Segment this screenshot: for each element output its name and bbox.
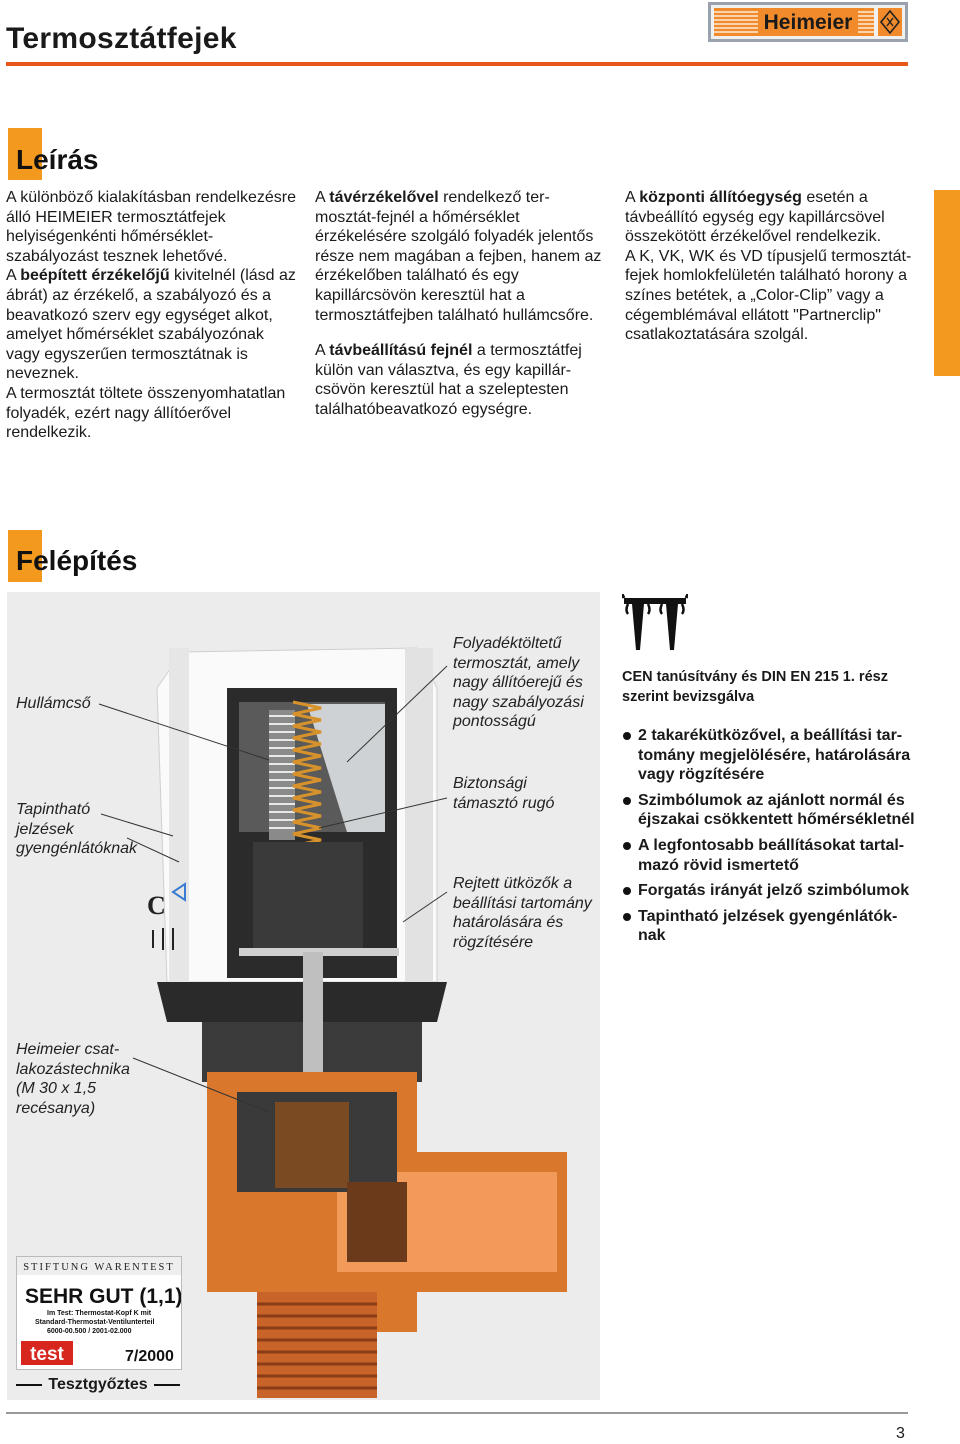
label-hidden-stops: Rejtett ütközők a beállítási tartomány határolására és rögzítésére: [453, 875, 592, 951]
feature-list-item: Forgatás irányát jelző szimbólumok: [622, 881, 917, 901]
paragraph-text: A: [315, 342, 330, 360]
badge-line3: 6000-00.500 / 2001-02.000: [47, 1328, 132, 1335]
paragraph-text: a termosztátfej külön van választva, és egy kapillárcsövön keresztül hat a szeleptesten találhatóbeavatkozó egységre.: [315, 342, 582, 418]
paragraph-text: A különböző kialakításban rendelkezésre álló HEIMEIER termosztátfejek helyiségenkénti hőmérsékletszabályozást tesznek lehetővé.: [6, 189, 296, 265]
paragraph-emphasis: központi állítóegység: [639, 189, 802, 206]
feature-list-item: Tapintható jelzések gyengénlátóknak: [622, 907, 917, 946]
paragraph-emphasis: távbeállítású fejnél: [329, 342, 473, 360]
caption-rule-left: [16, 1384, 42, 1386]
page-title: Termosztátfejek: [6, 22, 237, 55]
paragraph-text: A termosztát töltete összenyomhatatlan folyadék, ezért nagy állítóerővel rendelkezik.: [6, 384, 286, 442]
paragraph-emphasis: távérzékelővel: [329, 189, 439, 206]
description-paragraph: [6, 266, 296, 384]
badge-test-logo: test: [30, 1344, 64, 1365]
label-fluid-thermostat: Folyadéktöltetű termosztát, amely nagy állítóerejű és nagy szabályozási pontosságú: [453, 635, 584, 731]
feature-list: [622, 726, 917, 952]
feature-list-item: 2 takarékütközővel, a beállítási tartomány megjelölésére, határolására vagy rögzítésére: [622, 726, 917, 785]
badge-org: STIFTUNG WARENTEST: [23, 1262, 175, 1273]
paragraph-text: esetén a távbeállító egység egy kapillárcsövel összekötött érzékelővel rendelkezik.: [625, 189, 885, 246]
svg-text:C: C: [147, 891, 166, 920]
label-connection: Heimeier csatlakozástechnika (M 30 x 1,5 recésanya): [16, 1041, 130, 1117]
paragraph-text: A K, VK, WK és VD típusjelű termosztát-fejek homlokfelületén található horony a színes betétek, a „Color-Clip” vagy a cégemblémával ellátott "Partnerclip" csatlakoztatására szolgál.: [625, 247, 912, 344]
side-tab: [934, 190, 960, 376]
badge-rating: SEHR GUT (1,1): [25, 1285, 181, 1308]
paragraph-text: rendelkező termosztát-fejnél a hőmérséklet érzékelésére szolgáló folyadék jelentős része nem magában a fejben, hanem az érzékelőben található és egy kapillárcsövön keresztül hat a termosztátfejben található hullámcsőre.: [315, 189, 602, 324]
paragraph-text: A: [625, 189, 640, 206]
description-column-3: [625, 188, 915, 361]
label-safety-spring: Biztonsági támasztó rugó: [453, 775, 555, 812]
section-heading-description: Leírás: [16, 144, 99, 175]
caption-rule-right: [154, 1384, 180, 1386]
test-winner-badge: [16, 1256, 182, 1370]
description-paragraph: [6, 188, 296, 266]
footer-rule: [6, 1412, 908, 1414]
header-rule: [6, 62, 908, 66]
badge-date: 7/2000: [125, 1348, 174, 1365]
badge-line2: Standard-Thermostat-Ventilunterteil: [35, 1319, 155, 1326]
paragraph-text: kivitelnél (lásd az ábrát) az érzékelő, a szabályozó és a beavatkozó szerv egy egységet alkot, amelyet hőmérséklet szabályozónak vagy egyszerűen termosztátnak is neveznek.: [6, 267, 296, 383]
label-bellows: Hullámcső: [16, 695, 91, 712]
description-column-2: [315, 188, 605, 436]
description-paragraph: [625, 247, 915, 345]
feature-list-item: Szimbólumok az ajánlott normál és éjszakai csökkentett hőmérsékletnél: [622, 791, 917, 830]
page-number: 3: [896, 1425, 905, 1442]
brand-text: Heimeier: [763, 11, 853, 34]
description-paragraph: [315, 188, 605, 325]
cert-title: CEN tanúsítvány és DIN EN 215 1. rész szerint bevizsgálva: [622, 669, 888, 705]
description-paragraph: [6, 384, 296, 443]
heimeier-logo: [708, 2, 908, 42]
badge-caption: [16, 1376, 180, 1394]
paragraph-text: A: [315, 189, 330, 206]
description-column-1: [6, 188, 296, 459]
bellows-graphic: [269, 710, 295, 840]
badge-caption-text: Tesztgyőztes: [48, 1376, 148, 1393]
badge-line1: Im Test: Thermostat-Kopf K mit: [47, 1310, 152, 1317]
paragraph-text: A: [6, 267, 21, 285]
description-paragraph: [625, 188, 915, 247]
description-paragraph: [315, 341, 605, 419]
paragraph-emphasis: beépített érzékelőjű: [20, 267, 170, 285]
cen-mark-icon: [622, 594, 688, 656]
feature-list-item: A legfontosabb beállításokat tartalmazó rövid ismertető: [622, 836, 917, 875]
label-tactile: Tapintható jelzések gyengénlátóknak: [16, 801, 137, 858]
section-heading-construction: Felépítés: [16, 545, 138, 576]
